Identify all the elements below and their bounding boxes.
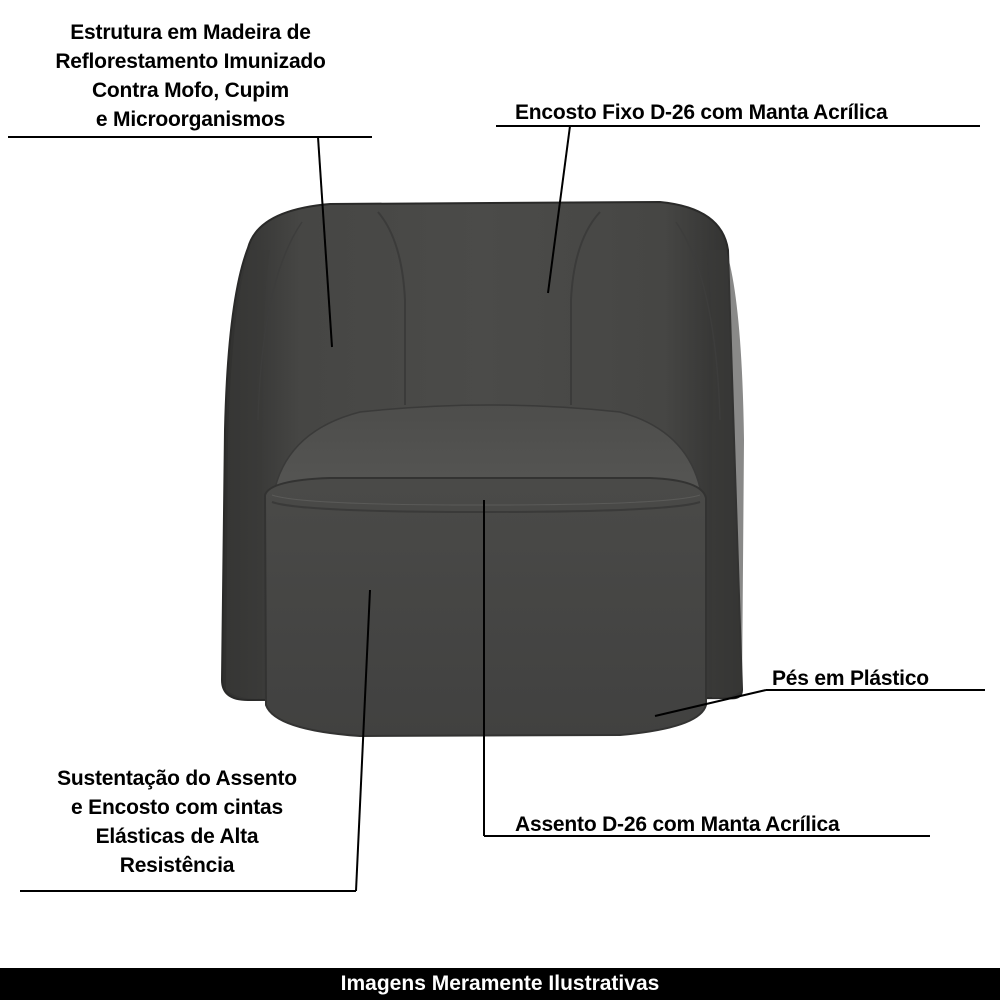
seat-base (265, 478, 706, 736)
annotation-sustentacao-line: Sustentação do Assento (57, 767, 297, 790)
annotation-estrutura-line: e Microorganismos (95, 108, 286, 131)
annotation-sustentacao-line: e Encosto com cintas (71, 796, 283, 819)
annotation-estrutura-line: Reflorestamento Imunizado (55, 50, 326, 73)
annotation-pes: Pés em Plástico (772, 667, 929, 690)
annotation-sustentacao (22, 764, 332, 880)
annotation-sustentacao-line: Resistência (119, 854, 235, 877)
annotation-assento: Assento D-26 com Manta Acrílica (515, 813, 840, 836)
annotation-estrutura (18, 18, 363, 134)
annotation-estrutura-line: Contra Mofo, Cupim (91, 79, 290, 102)
footer-disclaimer: Imagens Meramente Ilustrativas (0, 968, 1000, 1000)
annotation-sustentacao-line: Elásticas de Alta (95, 825, 259, 848)
annotation-encosto: Encosto Fixo D-26 com Manta Acrílica (515, 101, 888, 124)
annotation-estrutura-line: Estrutura em Madeira de (70, 21, 311, 44)
